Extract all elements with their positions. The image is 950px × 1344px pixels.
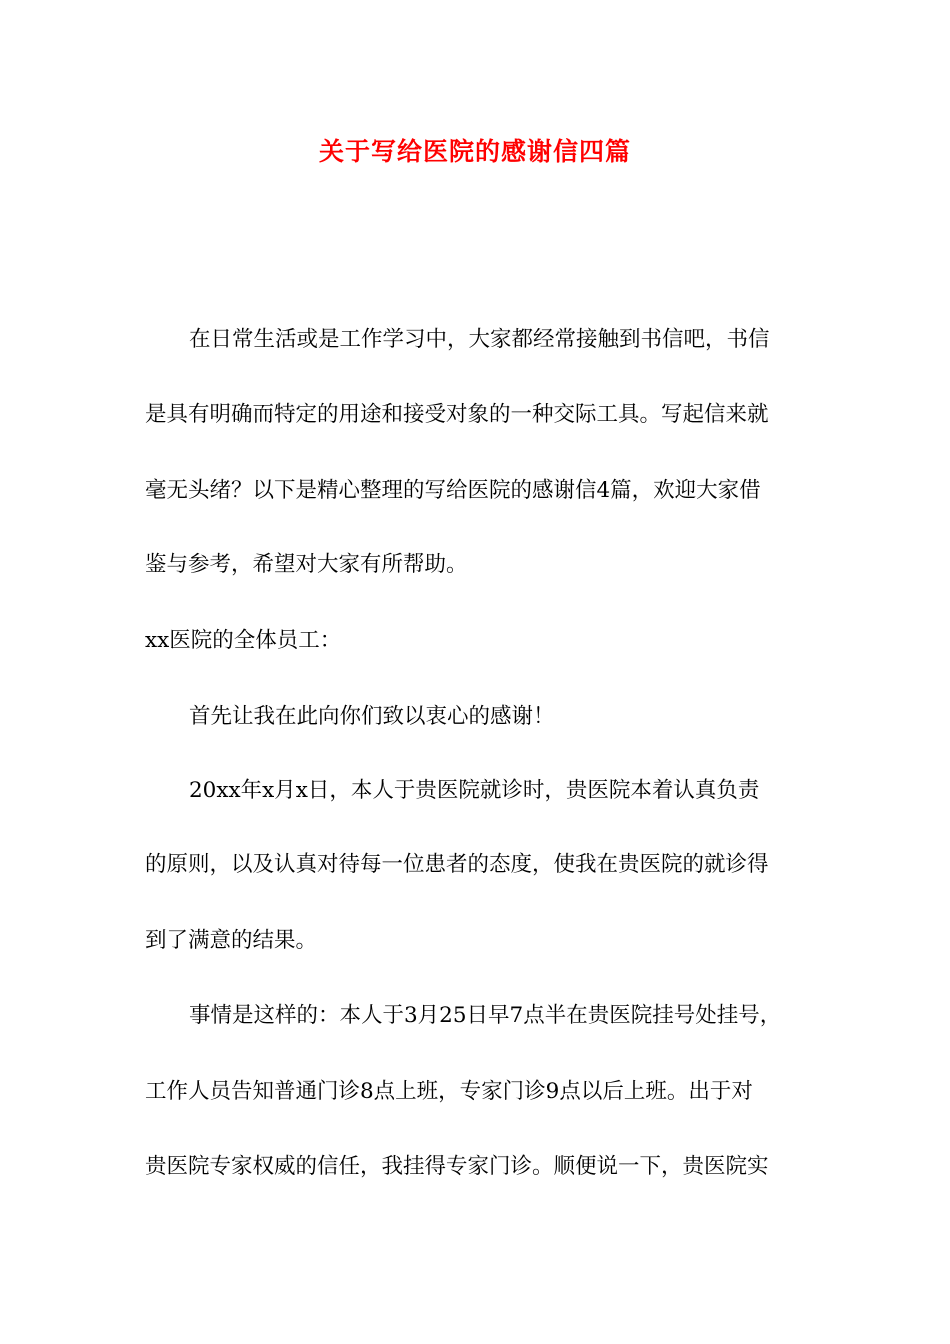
paragraph-line: 首先让我在此向你们致以衷心的感谢！ — [189, 704, 555, 729]
paragraph-line: 的原则，以及认真对待每一位患者的态度，使我在贵医院的就诊得 — [145, 852, 769, 877]
salutation-line: xx医院的全体员工： — [145, 628, 342, 653]
paragraph-line: 毫无头绪？以下是精心整理的写给医院的感谢信4篇，欢迎大家借 — [145, 478, 761, 503]
paragraph-line: 工作人员告知普通门诊8点上班，专家门诊9点以后上班。出于对 — [145, 1079, 753, 1104]
paragraph-line: 20xx年x月x日，本人于贵医院就诊时，贵医院本着认真负责 — [189, 778, 760, 803]
paragraph-line: 事情是这样的：本人于3月25日早7点半在贵医院挂号处挂号， — [189, 1003, 782, 1028]
paragraph-line: 是具有明确而特定的用途和接受对象的一种交际工具。写起信来就 — [145, 402, 769, 427]
document-title: 关于写给医院的感谢信四篇 — [318, 137, 631, 166]
paragraph-line: 到了满意的结果。 — [145, 928, 318, 953]
paragraph-line: 贵医院专家权威的信任，我挂得专家门诊。顺便说一下，贵医院实 — [145, 1154, 769, 1179]
paragraph-line: 鉴与参考，希望对大家有所帮助。 — [145, 552, 468, 577]
paragraph-line: 在日常生活或是工作学习中，大家都经常接触到书信吧，书信 — [189, 327, 770, 352]
